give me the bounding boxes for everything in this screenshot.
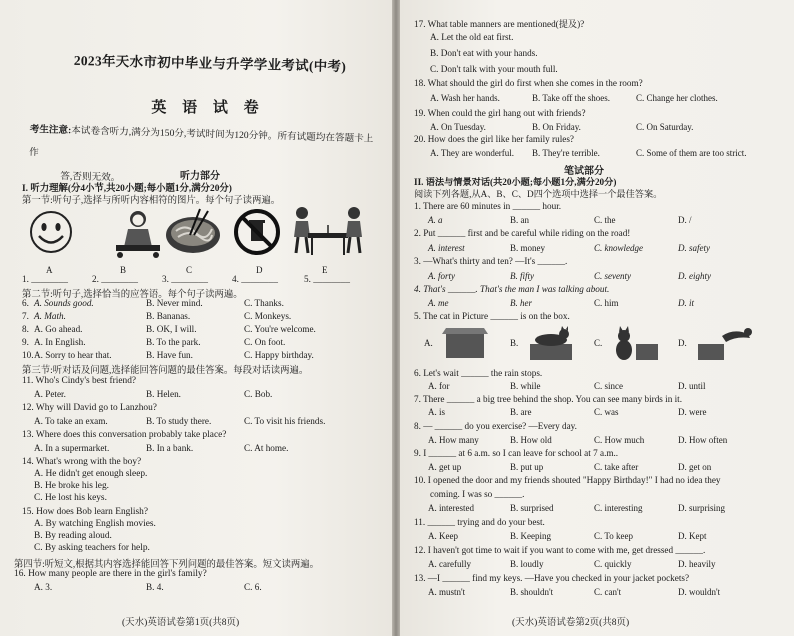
option-d: D. were [678,407,707,417]
noodles-bowl-picture [162,205,224,261]
option-a: A. Peter. [34,389,66,399]
part1-section1-instructions: 第一节:听句子,选择与所听内容相符的图片。每个句子读两遍。 [22,196,281,206]
listening-pictures [22,203,372,275]
option-c: C. [594,338,603,348]
part2-instructions: 阅读下列各题,从A、B、C、D四个选项中选择一个最佳答案。 [414,189,663,199]
option-b: B. Helen. [146,389,181,399]
question-number: 9. [22,337,29,347]
option-b: B. [510,338,519,348]
notice-label: 考生注意: [29,123,72,137]
item-2: 2. Put ______ first and be careful while riding on the road! [414,228,631,238]
option-c: C. Bob. [244,389,273,399]
option-a: A. carefully [428,559,471,569]
option-a: A. 3. [34,582,53,592]
question-17-option-c: C. Don't talk with your mouth full. [430,64,558,74]
option-b: B. shouldn't [510,587,554,597]
part1-title: I. 听力理解(分4小节,共20小题;每小题1分,满分20分) [22,184,232,194]
option-c: C. knowledge [594,243,643,253]
option-a: A. To take an exam. [34,416,108,426]
option-b: B. They're terrible. [532,148,600,158]
item-8: 8. — ______ do you exercise? —Every day. [414,421,577,431]
option-c: C. since [594,381,623,391]
option-b: B. are [510,407,532,417]
exam-page-1 [0,0,392,636]
option-c: C. On Saturday. [636,122,694,132]
option-b: B. In a bank. [146,443,194,453]
option-a: A. mustn't [428,587,466,597]
smiley-face-picture [28,209,74,255]
item-11: 11. ______ trying and do your best. [414,517,545,527]
cat-beside-box-picture-c [610,324,660,362]
option-c: C. To keep [594,531,633,541]
option-a: A. How many [428,435,479,445]
option-d: D. surprising [678,503,725,513]
option-a: A. They are wonderful. [430,148,515,158]
question-15-option-c: C. By asking teachers for help. [34,543,150,553]
option-a: A. for [428,381,450,391]
option-a: A. Go ahead. [34,324,83,334]
question-16: 16. How many people are there in the girl's family? [14,569,207,579]
option-c: C. seventy [594,271,631,281]
option-a: A. a [428,215,443,225]
option-b: B. loudly [510,559,544,569]
question-18: 18. What should the girl do first when she comes in the room? [414,78,643,88]
option-d: D. wouldn't [678,587,721,597]
question-14-option-c: C. He lost his keys. [34,493,107,503]
question-11: 11. Who's Cindy's best friend? [22,376,137,386]
option-a: A. Wash her hands. [430,93,500,103]
option-b: B. To study there. [146,416,212,426]
option-c: C. Happy birthday. [244,350,314,360]
option-b: B. On Friday. [532,122,581,132]
option-a: A. Sorry to hear that. [34,350,112,360]
option-c: C. Some of them are too strict. [636,148,747,158]
no-littering-sign-picture [232,207,282,257]
option-d: D. safety [678,243,710,253]
option-b: B. Take off the shoes. [532,93,611,103]
question-12: 12. Why will David go to Lanzhou? [22,403,157,413]
option-a: A. In English. [34,337,86,347]
option-b: B. To the park. [146,337,201,347]
option-c: C. How much [594,435,645,445]
option-a: A. On Tuesday. [430,122,486,132]
notice-line-1: 本试卷含听力,满分为150分,考试时间为120分钟。所有试题均在答题卡上作 [28,125,374,159]
question-number: 6. [22,298,29,308]
option-c: C. interesting [594,503,643,513]
option-c: C. At home. [244,443,289,453]
question-number: 7. [22,311,29,321]
question-15: 15. How does Bob learn English? [22,507,149,517]
girl-cooking-picture [108,207,168,259]
picture-label-c: C [186,265,193,275]
exam-page-2 [400,0,794,636]
option-b: B. while [510,381,541,391]
option-c: C. the [594,215,616,225]
option-a: A. [424,338,433,348]
option-b: B. OK, I will. [146,324,197,334]
question-14-option-a: A. He didn't get enough sleep. [34,469,148,479]
question-15-option-a: A. By watching English movies. [34,519,156,529]
option-a: A. Sounds good. [34,298,94,308]
cat-jumping-picture-d [694,324,754,362]
book-spine [392,0,400,636]
cat-on-box-picture-b [524,324,578,362]
ping-pong-picture [290,203,366,259]
question-13: 13. Where does this conversation probably take place? [22,430,227,440]
answer-slot-3: 3. ________ [162,274,208,284]
listening-heading: 听力部分 [180,171,220,182]
part1-section3-instructions: 第三节:听对话及问题,选择能回答问题的最佳答案。每段对话读两遍。 [22,366,309,376]
option-a: A. is [428,407,446,417]
option-a: A. interested [428,503,474,513]
option-c: C. Thanks. [244,298,284,308]
option-b: B. put up [510,462,544,472]
item-6: 6. Let's wait ______ the rain stops. [414,368,543,378]
subject-title: 英 语 试 卷 [151,100,265,116]
option-a: A. get up [428,462,462,472]
option-d: D. heavily [678,559,716,569]
page-1-footer: (天水)英语试卷第1页(共8页) [122,618,240,628]
option-c: C. To visit his friends. [244,416,326,426]
question-number: 10. [22,350,34,360]
option-b: B. Keeping [510,531,551,541]
option-a: A. me [428,298,449,308]
option-b: B. money [510,243,545,253]
page-2-footer: (天水)英语试卷第2页(共8页) [512,618,630,628]
option-d: D. until [678,381,706,391]
item-10: 10. I opened the door and my friends shouted "Happy Birthday!" I had no idea they [414,475,721,485]
option-d: D. / [678,215,692,225]
item-5: 5. The cat in Picture ______ is on the box. [414,311,570,321]
item-1: 1. There are 60 minutes in ______ hour. [414,201,562,211]
part2-title: II. 语法与情景对话(共20小题;每小题1分,满分20分) [414,177,617,187]
option-a: A. Math. [34,311,66,321]
part1-section2-instructions: 第二节:听句子,选择恰当的应答语。每个句子读两遍。 [22,290,243,300]
option-c: C. quickly [594,559,632,569]
option-b: B. 4. [146,582,164,592]
picture-label-e: E [322,265,328,275]
option-d: D. eighty [678,271,711,281]
option-c: C. On foot. [244,337,286,347]
question-17: 17. What table manners are mentioned(提及)? [414,19,585,29]
option-c: C. was [594,407,619,417]
option-b: B. surprised [510,503,554,513]
box-cat-picture-a [440,324,490,360]
option-b: B. her [510,298,532,308]
option-b: B. fifty [510,271,534,281]
option-c: C. can't [594,587,622,597]
answer-slot-5: 5. ________ [304,274,350,284]
question-17-option-b: B. Don't eat with your hands. [430,48,538,58]
option-c: C. 6. [244,582,262,592]
option-d: D. get on [678,462,712,472]
option-c: C. You're welcome. [244,324,316,334]
option-d: D. [678,338,687,348]
question-number: 8. [22,324,29,334]
item-3: 3. —What's thirty and ten? —It's ______. [414,256,568,266]
option-c: C. Monkeys. [244,311,292,321]
option-b: B. How old [510,435,552,445]
exam-title: 2023年天水市初中毕业与升学学业考试(中考) [73,52,347,75]
option-d: D. it [678,298,695,308]
picture-label-d: D [256,265,263,275]
item-12: 12. I haven't got time to wait if you want to come with me, get dressed ______. [414,545,706,555]
item-4: 4. That's ______. That's the man I was talking about. [414,284,610,294]
option-c: C. Change her clothes. [636,93,718,103]
question-15-option-b: B. By reading aloud. [34,531,112,541]
answer-slot-4: 4. ________ [232,274,278,284]
part1-section4-instructions: 第四节:听短文,根据其内容选择能回答下列问题的最佳答案。短文读两遍。 [14,560,319,570]
item-9: 9. I ______ at 6 a.m. so I can leave for school at 7 a.m.. [414,448,619,458]
option-a: A. interest [428,243,465,253]
item-10-line-2: coming. I was so ______. [430,489,525,499]
option-b: B. Never mind. [146,298,203,308]
option-a: A. Keep [428,531,458,541]
option-d: D. How often [678,435,728,445]
option-a: A. forty [428,271,455,281]
question-14: 14. What's wrong with the boy? [22,457,142,467]
picture-label-b: B [120,265,127,275]
picture-label-a: A [46,265,53,275]
option-d: D. Kept [678,531,707,541]
written-heading: 笔试部分 [564,166,604,177]
question-20: 20. How does the girl like her family rules? [414,134,574,144]
answer-slot-1: 1. ________ [22,274,68,284]
option-b: B. Have fun. [146,350,193,360]
notice-line-2: 答,否则无效。 [60,170,121,184]
item-5-options [414,324,786,364]
item-13: 13. —I ______ find my keys. —Have you checked in your jacket pockets? [414,573,690,583]
option-c: C. him [594,298,619,308]
option-a: A. In a supermarket. [34,443,110,453]
option-b: B. an [510,215,529,225]
question-17-option-a: A. Let the old eat first. [430,32,514,42]
option-b: B. Bananas. [146,311,191,321]
option-c: C. take after [594,462,639,472]
item-7: 7. There ______ a big tree behind the shop. You can see many birds in it. [414,394,683,404]
question-19: 19. When could the girl hang out with friends? [414,108,586,118]
answer-slot-2: 2. ________ [92,274,138,284]
question-14-option-b: B. He broke his leg. [34,481,109,491]
